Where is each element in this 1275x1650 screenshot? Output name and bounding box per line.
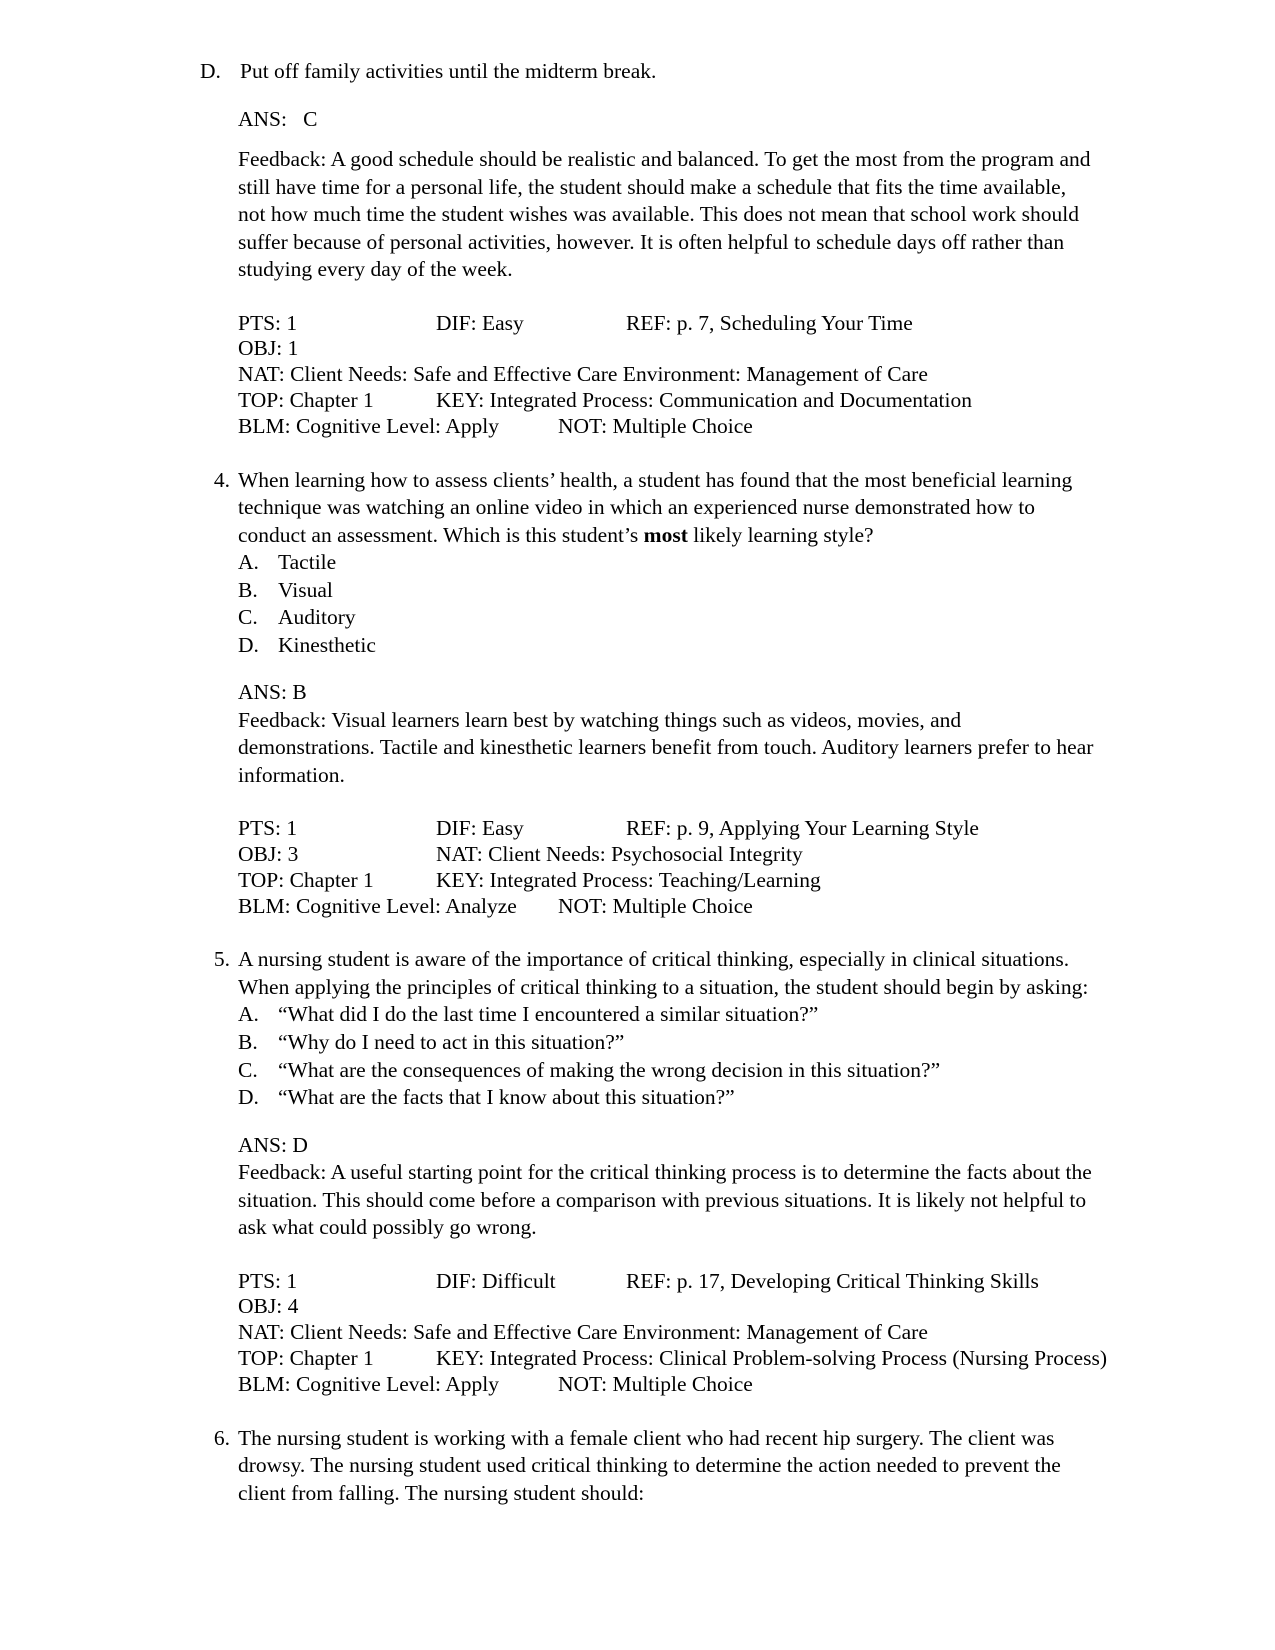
spacer	[200, 789, 1097, 816]
feedback-text: Feedback: A useful starting point for the critical thinking process is to determine the facts about the situation. This should come before a comparison with previous situations. It is likely not helpful to ask what could possibly go wrong.	[238, 1160, 1092, 1240]
metadata-block	[200, 311, 1097, 440]
metadata-row	[238, 816, 1097, 842]
metadata-row	[238, 1372, 1097, 1398]
metadata-cell: DIF: Difficult	[436, 1268, 556, 1293]
choice-letter: A.	[238, 1002, 259, 1027]
question-text	[238, 467, 1097, 550]
spacer	[200, 1507, 1097, 1534]
choice-text: “What are the consequences of making the wrong decision in this situation?”	[278, 1057, 941, 1082]
answer-label: ANS:	[238, 680, 287, 705]
answer-block	[200, 106, 1097, 284]
question-stem	[200, 467, 1097, 550]
answer-label: ANS:	[238, 1132, 287, 1157]
metadata-row	[238, 1294, 1097, 1320]
metadata-cell: DIF: Easy	[436, 816, 524, 841]
list-item	[238, 549, 1097, 577]
choice-list	[200, 549, 1097, 659]
answer-line	[238, 106, 1097, 134]
emphasis-text: most	[643, 522, 688, 547]
stem-fragment: A nursing student is aware of the importance of critical thinking, especially in clinical situations. When applying the principles of critical thinking to a situation, the student should begin by asking:	[238, 947, 1089, 999]
choice-text: “What did I do the last time I encountered a similar situation?”	[278, 1002, 819, 1027]
metadata-cell: KEY: Integrated Process: Clinical Problem-solving Process (Nursing Process)	[436, 1346, 1107, 1370]
metadata-cell: TOP: Chapter 1	[238, 388, 374, 412]
spacer	[200, 440, 1097, 467]
metadata-row	[238, 1269, 1097, 1295]
list-item	[238, 632, 1097, 660]
metadata-row	[238, 311, 1097, 337]
metadata-row	[238, 362, 1097, 388]
answer-value: B	[286, 680, 307, 705]
answer-value: D	[286, 1132, 308, 1157]
metadata-cell: NAT: Client Needs: Psychosocial Integrity	[436, 842, 803, 867]
stem-fragment: likely learning style?	[687, 522, 874, 547]
metadata-cell: KEY: Integrated Process: Communication and Documentation	[436, 388, 972, 412]
metadata-row	[238, 388, 1097, 414]
metadata-cell: NOT: Multiple Choice	[558, 1371, 753, 1396]
answer-label: ANS:	[238, 106, 287, 131]
answer-line	[238, 1132, 1097, 1160]
list-item	[238, 1029, 1097, 1057]
list-item	[238, 1084, 1097, 1112]
metadata-block	[200, 816, 1097, 919]
metadata-row	[238, 336, 1097, 362]
answer-block	[200, 679, 1097, 789]
metadata-cell: KEY: Integrated Process: Teaching/Learning	[436, 867, 821, 892]
answer-value: C	[303, 106, 318, 131]
choice-text: “What are the facts that I know about this situation?”	[278, 1085, 735, 1110]
choice-text: Put off family activities until the midterm break.	[240, 59, 657, 83]
metadata-cell: NOT: Multiple Choice	[558, 893, 753, 918]
choice-text: Visual	[278, 577, 333, 602]
metadata-cell: NOT: Multiple Choice	[558, 413, 753, 438]
metadata-cell: NAT: Client Needs: Safe and Effective Care Environment: Management of Care	[238, 362, 928, 387]
question-text	[238, 946, 1097, 1001]
choice-letter: B.	[238, 1030, 258, 1054]
document-body	[200, 58, 1107, 1534]
metadata-cell: PTS: 1	[238, 1268, 298, 1293]
question-stem	[200, 946, 1097, 1001]
question-stem	[200, 1425, 1097, 1508]
question-block	[200, 1425, 1097, 1535]
choice-letter: C.	[238, 1057, 258, 1082]
spacer	[200, 1398, 1097, 1425]
metadata-cell: PTS: 1	[238, 816, 298, 841]
metadata-cell: OBJ: 1	[238, 336, 299, 361]
question-block	[200, 467, 1097, 947]
choice-letter: C.	[238, 605, 258, 630]
metadata-cell: DIF: Easy	[436, 310, 524, 335]
question-text	[238, 1425, 1097, 1508]
choice-letter: D.	[238, 1085, 259, 1110]
list-item	[238, 604, 1097, 632]
choice-letter: A.	[238, 550, 259, 575]
metadata-row	[238, 1346, 1107, 1372]
spacer	[238, 133, 1097, 146]
metadata-row	[238, 842, 1097, 868]
stem-fragment: The nursing student is working with a female client who had recent hip surgery. The client was drowsy. The nursing student used critical thinking to determine the action needed to prevent the client from falling. The nursing student should:	[238, 1425, 1061, 1505]
metadata-cell: REF: p. 7, Scheduling Your Time	[626, 310, 913, 335]
metadata-cell: BLM: Cognitive Level: Analyze	[238, 893, 517, 918]
list-item	[238, 1057, 1097, 1085]
metadata-cell: PTS: 1	[238, 310, 298, 335]
spacer	[200, 919, 1097, 946]
metadata-cell: OBJ: 4	[238, 1294, 299, 1319]
question-number: 6.	[213, 1425, 230, 1450]
spacer	[200, 659, 1097, 679]
choice-letter: B.	[238, 577, 258, 602]
metadata-cell: REF: p. 9, Applying Your Learning Style	[626, 816, 979, 841]
list-item	[200, 58, 1097, 86]
metadata-row	[238, 414, 1097, 440]
list-item	[238, 1001, 1097, 1029]
list-item	[238, 577, 1097, 605]
metadata-cell: OBJ: 3	[238, 842, 299, 867]
choice-text: Kinesthetic	[278, 632, 376, 657]
metadata-cell: TOP: Chapter 1	[238, 1346, 374, 1370]
choice-text: Tactile	[278, 550, 337, 575]
answer-block	[200, 1132, 1097, 1242]
feedback-text: Feedback: A good schedule should be realistic and balanced. To get the most from the program and still have time for a personal life, the student should make a schedule that fits the time available, not how much time the student wishes was available. This does not mean that school work should suffer because of personal activities, however. It is often helpful to schedule days off rather than studying every day of the week.	[238, 147, 1091, 282]
choice-text: “Why do I need to act in this situation?”	[278, 1030, 625, 1054]
metadata-row	[238, 1320, 1097, 1346]
spacer	[200, 1112, 1097, 1132]
choice-letter: D.	[200, 59, 221, 83]
metadata-cell: NAT: Client Needs: Safe and Effective Care Environment: Management of Care	[238, 1320, 928, 1345]
questions-container	[200, 467, 1107, 1535]
spacer	[200, 1242, 1097, 1269]
question-number: 4.	[213, 467, 230, 492]
metadata-cell: BLM: Cognitive Level: Apply	[238, 1371, 499, 1396]
question-block	[200, 946, 1107, 1424]
stem-fragment: When learning how to assess clients’ health, a student has found that the most beneficial learning technique was watching an online video in which an experienced nurse demonstrated how to conduct an assessment. Which is this student’s	[238, 467, 1073, 547]
answer-line	[238, 679, 1097, 707]
metadata-cell: REF: p. 17, Developing Critical Thinking Skills	[626, 1268, 1039, 1293]
metadata-block	[200, 1268, 1107, 1398]
choice-text: Auditory	[278, 605, 356, 630]
spacer	[200, 86, 1097, 106]
metadata-row	[238, 868, 1097, 894]
metadata-row	[238, 894, 1097, 920]
choice-list	[200, 1001, 1097, 1111]
spacer	[200, 284, 1097, 311]
choice-letter: D.	[238, 632, 259, 657]
metadata-cell: TOP: Chapter 1	[238, 867, 374, 892]
feedback-text: Feedback: Visual learners learn best by watching things such as videos, movies, and demonstrations. Tactile and kinesthetic learners benefit from touch. Auditory learners prefer to hear information.	[238, 707, 1094, 787]
question-number: 5.	[213, 947, 230, 972]
metadata-cell: BLM: Cognitive Level: Apply	[238, 413, 499, 438]
